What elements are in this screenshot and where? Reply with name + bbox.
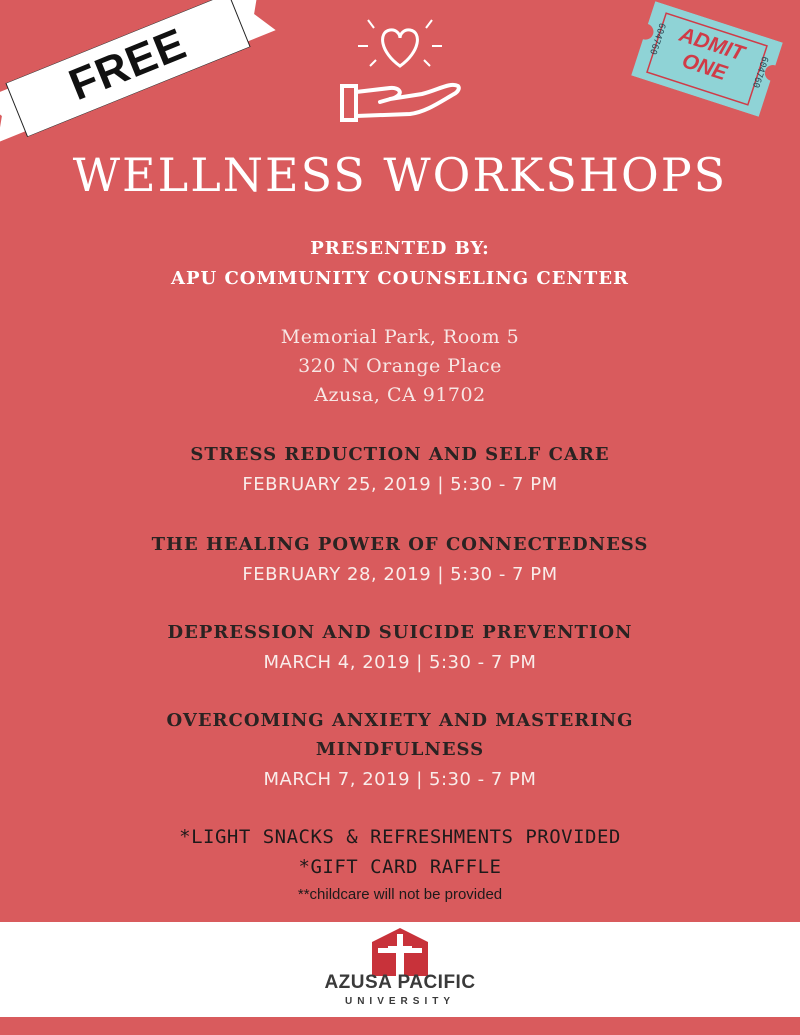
workshop-date: FEBRUARY 25, 2019 | 5:30 - 7 PM [242,474,558,495]
workshop-date: FEBRUARY 28, 2019 | 5:30 - 7 PM [242,564,558,585]
raffle-note: *GIFT CARD RAFFLE [298,856,502,878]
location-room: Memorial Park, Room 5 [280,326,520,348]
page-title: WELLNESS WORKSHOPS [72,148,728,202]
workshop-title: THE HEALING POWER OF CONNECTEDNESS [151,534,649,555]
childcare-note: **childcare will not be provided [297,886,503,903]
presented-by-label: PRESENTED BY: [310,238,490,259]
workshop-title: OVERCOMING ANXIETY AND MASTERING [166,710,634,731]
logo-wordmark: AZUSA PACIFIC [324,972,476,993]
heart-hand-icon [330,8,470,128]
workshop-date: MARCH 7, 2019 | 5:30 - 7 PM [263,769,537,790]
snacks-note: *LIGHT SNACKS & REFRESHMENTS PROVIDED [179,826,621,848]
location-city: Azusa, CA 91702 [314,384,486,406]
ticket-serial-left: 604760 [647,21,667,56]
free-banner [0,0,278,148]
workshop-title-continued: MINDFULNESS [315,739,485,760]
workshop-date: MARCH 4, 2019 | 5:30 - 7 PM [263,652,537,673]
logo-subtitle: UNIVERSITY [344,996,455,1007]
workshop-title: DEPRESSION AND SUICIDE PREVENTION [167,622,633,643]
footer-strip [0,1017,800,1035]
workshop-title: STRESS REDUCTION AND SELF CARE [190,444,610,465]
free-label: FREE [62,19,194,110]
presenter-name: APU COMMUNITY COUNSELING CENTER [170,268,630,289]
ticket-serial-right: 604760 [749,54,770,89]
location-street: 320 N Orange Place [298,355,502,377]
ticket-label: ADMIT ONE [676,23,747,86]
admit-one-ticket-icon [624,0,791,119]
azusa-pacific-logo-icon [372,928,428,976]
